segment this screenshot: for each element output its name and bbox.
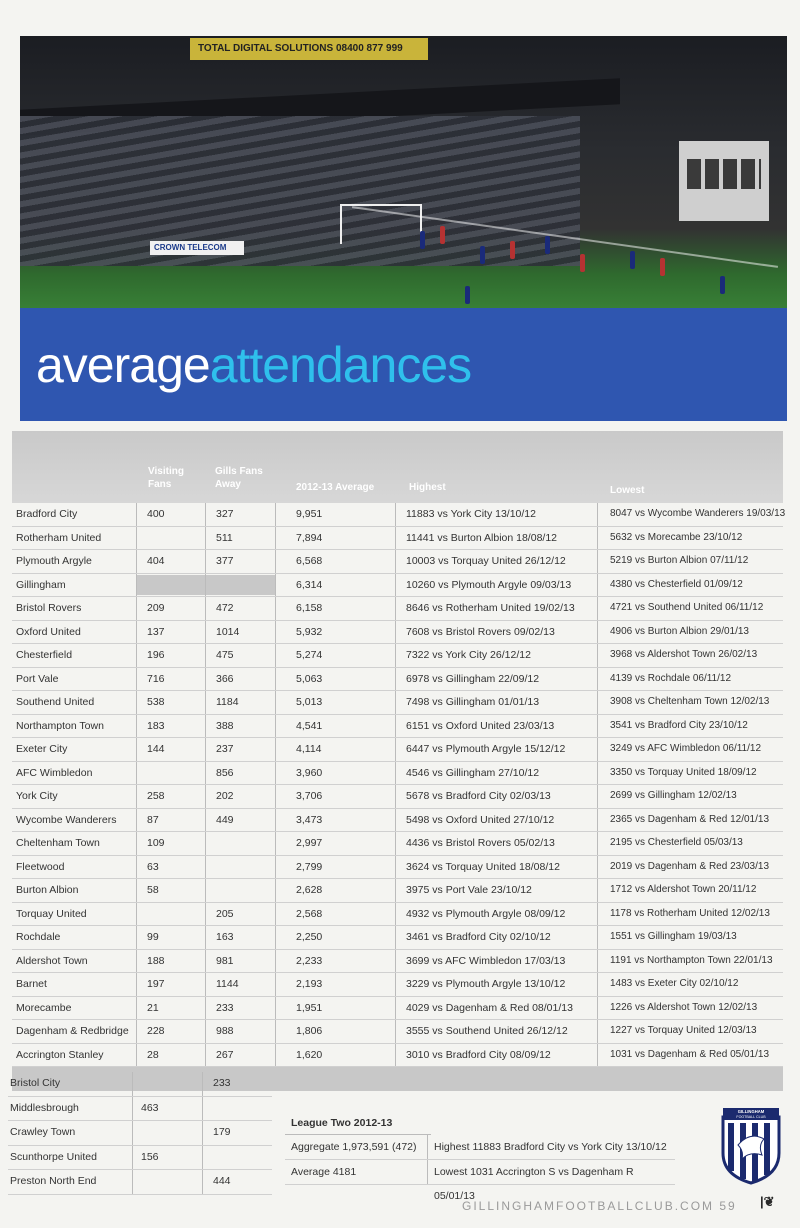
table-row — [12, 668, 783, 692]
visiting-fans: 538 — [136, 691, 200, 714]
lowest-attendance: 2019 vs Dagenham & Red 23/03/13 — [597, 856, 783, 879]
table-header — [12, 431, 783, 503]
table-row — [12, 738, 783, 762]
cup-attendance-table — [8, 1072, 272, 1195]
player — [510, 241, 515, 259]
header-highest: Highest — [409, 482, 446, 493]
team-name: Morecambe — [16, 1001, 72, 1014]
lowest-attendance: 1551 vs Gillingham 19/03/13 — [597, 926, 783, 949]
magazine-logo-icon: |❦ — [760, 1194, 775, 1209]
aggregate-value: Aggregate 1,973,591 (472) — [291, 1141, 417, 1153]
player — [580, 254, 585, 272]
visiting-fans: 58 — [136, 879, 200, 902]
gills-fans-away: 366 — [205, 668, 275, 691]
season-average: 7,894 — [275, 527, 395, 550]
gills-fans-away: 377 — [205, 550, 275, 573]
visiting-fans: 188 — [136, 950, 200, 973]
league-row — [285, 1135, 675, 1160]
visiting-fans — [136, 762, 200, 785]
lowest-attendance: 1712 vs Aldershot Town 20/11/12 — [597, 879, 783, 902]
lowest-attendance: 4139 vs Rochdale 06/11/12 — [597, 668, 783, 691]
season-average: 2,997 — [275, 832, 395, 855]
lowest-attendance: 2365 vs Dagenham & Red 12/01/13 — [597, 809, 783, 832]
season-average: 5,932 — [275, 621, 395, 644]
season-average: 9,951 — [275, 503, 395, 526]
team-name: Preston North End — [10, 1175, 97, 1187]
team-name: Dagenham & Redbridge — [16, 1025, 129, 1037]
visiting-fans: 716 — [136, 668, 200, 691]
visiting-fans: 87 — [136, 809, 200, 832]
header-gills-fans-away: Gills Fans Away — [215, 466, 263, 490]
highest-attendance: 5678 vs Bradford City 02/03/13 — [395, 785, 597, 808]
table-row — [12, 809, 783, 833]
season-average: 2,193 — [275, 973, 395, 996]
table-row — [12, 856, 783, 880]
highest-attendance: 3010 vs Bradford City 08/09/12 — [395, 1044, 597, 1067]
team-name: Rotherham United — [16, 531, 102, 544]
lowest-attendance: 4906 vs Burton Albion 29/01/13 — [597, 621, 783, 644]
visiting-fans: 156 — [132, 1146, 202, 1170]
table-row — [12, 1020, 783, 1044]
gills-fans-away: 205 — [205, 903, 275, 926]
player — [720, 276, 725, 294]
player — [480, 246, 485, 264]
lowest-attendance: 8047 vs Wycombe Wanderers 19/03/13 — [597, 503, 783, 526]
table-row — [12, 574, 783, 598]
gills-fans-away: 202 — [205, 785, 275, 808]
season-average: 6,568 — [275, 550, 395, 573]
team-name: Aldershot Town — [16, 954, 88, 967]
table-row — [8, 1097, 272, 1122]
team-name: Middlesbrough — [10, 1101, 79, 1114]
player — [545, 236, 550, 254]
highest-attendance: 5498 vs Oxford United 27/10/12 — [395, 809, 597, 832]
header-average: 2012-13 Average — [296, 482, 375, 493]
visiting-fans — [136, 903, 200, 926]
visiting-fans — [136, 574, 200, 597]
team-name: Fleetwood — [16, 860, 65, 873]
league-row — [285, 1160, 675, 1202]
hero-photo — [20, 36, 787, 421]
table-row — [8, 1170, 272, 1195]
svg-text:GILLINGHAM: GILLINGHAM — [737, 1109, 765, 1114]
gills-fans-away: 1014 — [205, 621, 275, 644]
lowest-attendance: 1483 vs Exeter City 02/10/12 — [597, 973, 783, 996]
visiting-fans: 63 — [136, 856, 200, 879]
visiting-fans: 197 — [136, 973, 200, 996]
lowest-attendance: 5632 vs Morecambe 23/10/12 — [597, 527, 783, 550]
team-name: Oxford United — [16, 625, 81, 638]
season-average: 2,568 — [275, 903, 395, 926]
season-average: 5,274 — [275, 644, 395, 667]
highest-attendance: 6978 vs Gillingham 22/09/12 — [395, 668, 597, 691]
highest-attendance: 6447 vs Plymouth Argyle 15/12/12 — [395, 738, 597, 761]
team-name: Exeter City — [16, 743, 68, 755]
table-row — [12, 503, 786, 527]
highest-attendance: 10003 vs Torquay United 26/12/12 — [395, 550, 597, 573]
gills-fans-away — [205, 574, 275, 597]
highest-attendance: 3699 vs AFC Wimbledon 17/03/13 — [395, 950, 597, 973]
gills-fans-away: 1144 — [205, 973, 275, 996]
highest-attendance: 11883 vs York City 13/10/12 — [395, 503, 597, 526]
gills-fans-away — [205, 832, 275, 855]
season-average: 1,806 — [275, 1020, 395, 1043]
lowest-attendance: 5219 vs Burton Albion 07/11/12 — [597, 550, 783, 573]
team-name: York City — [16, 790, 58, 802]
highest-attendance: 4932 vs Plymouth Argyle 08/09/12 — [395, 903, 597, 926]
lowest-attendance: 3350 vs Torquay United 18/09/12 — [597, 762, 783, 785]
visiting-fans: 400 — [136, 503, 200, 526]
team-name: Port Vale — [16, 672, 59, 685]
team-name: Plymouth Argyle — [16, 555, 92, 567]
team-name: Crawley Town — [10, 1126, 76, 1138]
gills-fans-away: 856 — [205, 762, 275, 785]
visiting-fans: 209 — [136, 597, 200, 620]
season-average: 4,114 — [275, 738, 395, 761]
team-name: Burton Albion — [16, 884, 79, 896]
league-two-title: League Two 2012-13 — [285, 1112, 431, 1135]
lowest-attendance: 3908 vs Cheltenham Town 12/02/13 — [597, 691, 783, 714]
gills-fans-away: 449 — [205, 809, 275, 832]
gills-fans-away: 988 — [205, 1020, 275, 1043]
gills-fans-away: 327 — [205, 503, 275, 526]
highest-attendance: 4436 vs Bristol Rovers 05/02/13 — [395, 832, 597, 855]
team-name: Torquay United — [16, 907, 87, 920]
table-row — [12, 1044, 783, 1068]
team-name: Scunthorpe United — [10, 1150, 97, 1163]
gills-fans-away: 475 — [205, 644, 275, 667]
gills-fans-away: 179 — [202, 1121, 272, 1145]
lowest-attendance: 4721 vs Southend United 06/11/12 — [597, 597, 783, 620]
gills-fans-away: 511 — [205, 527, 275, 550]
average-value: Average 4181 — [291, 1166, 357, 1178]
lowest-attendance: 2195 vs Chesterfield 05/03/13 — [597, 832, 783, 855]
lowest-attendance: 3968 vs Aldershot Town 26/02/13 — [597, 644, 783, 667]
visiting-fans: 28 — [136, 1044, 200, 1067]
highest-value: Highest 11883 Bradford City vs York City 13/10/12 — [427, 1135, 667, 1159]
table-row — [12, 621, 783, 645]
player — [420, 231, 425, 249]
player — [630, 251, 635, 269]
season-average: 6,314 — [275, 574, 395, 597]
team-name: AFC Wimbledon — [16, 766, 93, 779]
highest-attendance: 11441 vs Burton Albion 18/08/12 — [395, 527, 597, 550]
visiting-fans: 196 — [136, 644, 200, 667]
visiting-fans — [136, 527, 200, 550]
season-average: 2,628 — [275, 879, 395, 902]
visiting-fans: 463 — [132, 1097, 202, 1121]
highest-attendance: 3461 vs Bradford City 02/10/12 — [395, 926, 597, 949]
visiting-fans: 258 — [136, 785, 200, 808]
visiting-fans — [132, 1170, 202, 1194]
table-row — [12, 926, 783, 950]
gills-fans-away — [202, 1146, 272, 1170]
gills-fans-away: 1184 — [205, 691, 275, 714]
visiting-fans: 144 — [136, 738, 200, 761]
attendance-table — [12, 431, 786, 1091]
table-row — [12, 597, 783, 621]
highest-attendance: 4029 vs Dagenham & Red 08/01/13 — [395, 997, 597, 1020]
table-row — [8, 1121, 272, 1146]
gills-fans-away: 237 — [205, 738, 275, 761]
season-average: 3,706 — [275, 785, 395, 808]
highest-attendance: 3624 vs Torquay United 18/08/12 — [395, 856, 597, 879]
team-name: Bradford City — [16, 508, 78, 520]
table-row — [12, 550, 783, 574]
season-average: 2,250 — [275, 926, 395, 949]
title-word-attendances: attendances — [209, 337, 472, 393]
footer-url: GILLINGHAMFOOTBALLCLUB.COM 59 — [462, 1199, 737, 1213]
highest-attendance: 8646 vs Rotherham United 19/02/13 — [395, 597, 597, 620]
visiting-fans — [132, 1121, 202, 1145]
team-name: Wycombe Wanderers — [16, 813, 117, 826]
lowest-attendance: 3249 vs AFC Wimbledon 06/11/12 — [597, 738, 783, 761]
team-name: Southend United — [16, 696, 95, 708]
title-word-average: average — [36, 337, 210, 393]
season-average: 5,013 — [275, 691, 395, 714]
visiting-fans: 183 — [136, 715, 200, 738]
season-average: 5,063 — [275, 668, 395, 691]
highest-attendance: 3975 vs Port Vale 23/10/12 — [395, 879, 597, 902]
gills-fans-away: 444 — [202, 1170, 272, 1194]
svg-text:FOOTBALL CLUB: FOOTBALL CLUB — [736, 1115, 766, 1119]
season-average: 3,473 — [275, 809, 395, 832]
season-average: 2,799 — [275, 856, 395, 879]
highest-attendance: 6151 vs Oxford United 23/03/13 — [395, 715, 597, 738]
season-average: 1,620 — [275, 1044, 395, 1067]
table-row — [12, 527, 783, 551]
team-name: Gillingham — [16, 578, 66, 591]
team-name: Bristol City — [10, 1077, 61, 1089]
table-row — [12, 691, 783, 715]
stand-crowd — [20, 116, 580, 266]
highest-attendance: 7498 vs Gillingham 01/01/13 — [395, 691, 597, 714]
highest-attendance: 10260 vs Plymouth Argyle 09/03/13 — [395, 574, 597, 597]
gills-fans-away — [205, 879, 275, 902]
team-name: Northampton Town — [16, 719, 104, 732]
table-row — [12, 950, 783, 974]
table-row — [12, 785, 783, 809]
highest-attendance: 4546 vs Gillingham 27/10/12 — [395, 762, 597, 785]
gills-fans-away: 233 — [205, 997, 275, 1020]
gills-fans-away — [202, 1097, 272, 1121]
season-average: 1,951 — [275, 997, 395, 1020]
gills-fans-away: 981 — [205, 950, 275, 973]
gills-fans-away: 388 — [205, 715, 275, 738]
visiting-fans: 99 — [136, 926, 200, 949]
gills-fans-away: 233 — [202, 1072, 272, 1096]
gills-fans-away: 472 — [205, 597, 275, 620]
table-row — [12, 997, 783, 1021]
player — [465, 286, 470, 304]
player — [660, 258, 665, 276]
table-row — [8, 1146, 272, 1171]
table-body — [12, 503, 786, 1067]
crown-telecom-board: CROWN TELECOM — [150, 241, 244, 255]
visiting-fans — [132, 1072, 202, 1096]
team-name: Barnet — [16, 978, 47, 990]
lowest-attendance: 1178 vs Rotherham United 12/02/13 — [597, 903, 783, 926]
lowest-attendance: 1227 vs Torquay United 12/03/13 — [597, 1020, 783, 1043]
lowest-attendance: 4380 vs Chesterfield 01/09/12 — [597, 574, 783, 597]
visiting-fans: 137 — [136, 621, 200, 644]
page-title — [36, 336, 471, 394]
team-name: Bristol Rovers — [16, 602, 82, 614]
lowest-attendance: 1031 vs Dagenham & Red 05/01/13 — [597, 1044, 783, 1067]
highest-attendance: 7322 vs York City 26/12/12 — [395, 644, 597, 667]
gillingham-crest-icon — [720, 1105, 782, 1185]
table-row — [12, 879, 783, 903]
team-name: Rochdale — [16, 931, 61, 943]
highest-attendance: 7608 vs Bristol Rovers 09/02/13 — [395, 621, 597, 644]
player — [440, 226, 445, 244]
visiting-fans: 228 — [136, 1020, 200, 1043]
table-row — [12, 832, 783, 856]
visiting-fans: 109 — [136, 832, 200, 855]
sponsor-board: TOTAL DIGITAL SOLUTIONS 08400 877 999 — [190, 38, 428, 60]
table-row — [12, 644, 783, 668]
season-average: 6,158 — [275, 597, 395, 620]
season-average: 4,541 — [275, 715, 395, 738]
visiting-fans: 404 — [136, 550, 200, 573]
lowest-value: Lowest 1031 Accrington S vs Dagenham R 05/01/13 — [427, 1160, 675, 1184]
season-average: 3,960 — [275, 762, 395, 785]
lowest-attendance: 1226 vs Aldershot Town 12/02/13 — [597, 997, 783, 1020]
lowest-attendance: 1191 vs Northampton Town 22/01/13 — [597, 950, 783, 973]
gills-fans-away: 163 — [205, 926, 275, 949]
header-visiting-fans: Visiting Fans — [148, 466, 184, 490]
media-tower — [679, 141, 769, 221]
highest-attendance: 3229 vs Plymouth Argyle 13/10/12 — [395, 973, 597, 996]
visiting-fans: 21 — [136, 997, 200, 1020]
table-row — [12, 715, 783, 739]
table-row — [12, 973, 783, 997]
team-name: Accrington Stanley — [16, 1048, 104, 1061]
highest-attendance: 3555 vs Southend United 26/12/12 — [395, 1020, 597, 1043]
team-name: Chesterfield — [16, 649, 73, 661]
table-row — [8, 1072, 272, 1097]
lowest-attendance: 2699 vs Gillingham 12/02/13 — [597, 785, 783, 808]
header-lowest: Lowest — [610, 485, 645, 496]
league-two-summary — [285, 1112, 675, 1202]
team-name: Cheltenham Town — [16, 837, 100, 849]
table-row — [12, 903, 783, 927]
gills-fans-away: 267 — [205, 1044, 275, 1067]
lowest-attendance: 3541 vs Bradford City 23/10/12 — [597, 715, 783, 738]
season-average: 2,233 — [275, 950, 395, 973]
gills-fans-away — [205, 856, 275, 879]
table-row — [12, 762, 783, 786]
